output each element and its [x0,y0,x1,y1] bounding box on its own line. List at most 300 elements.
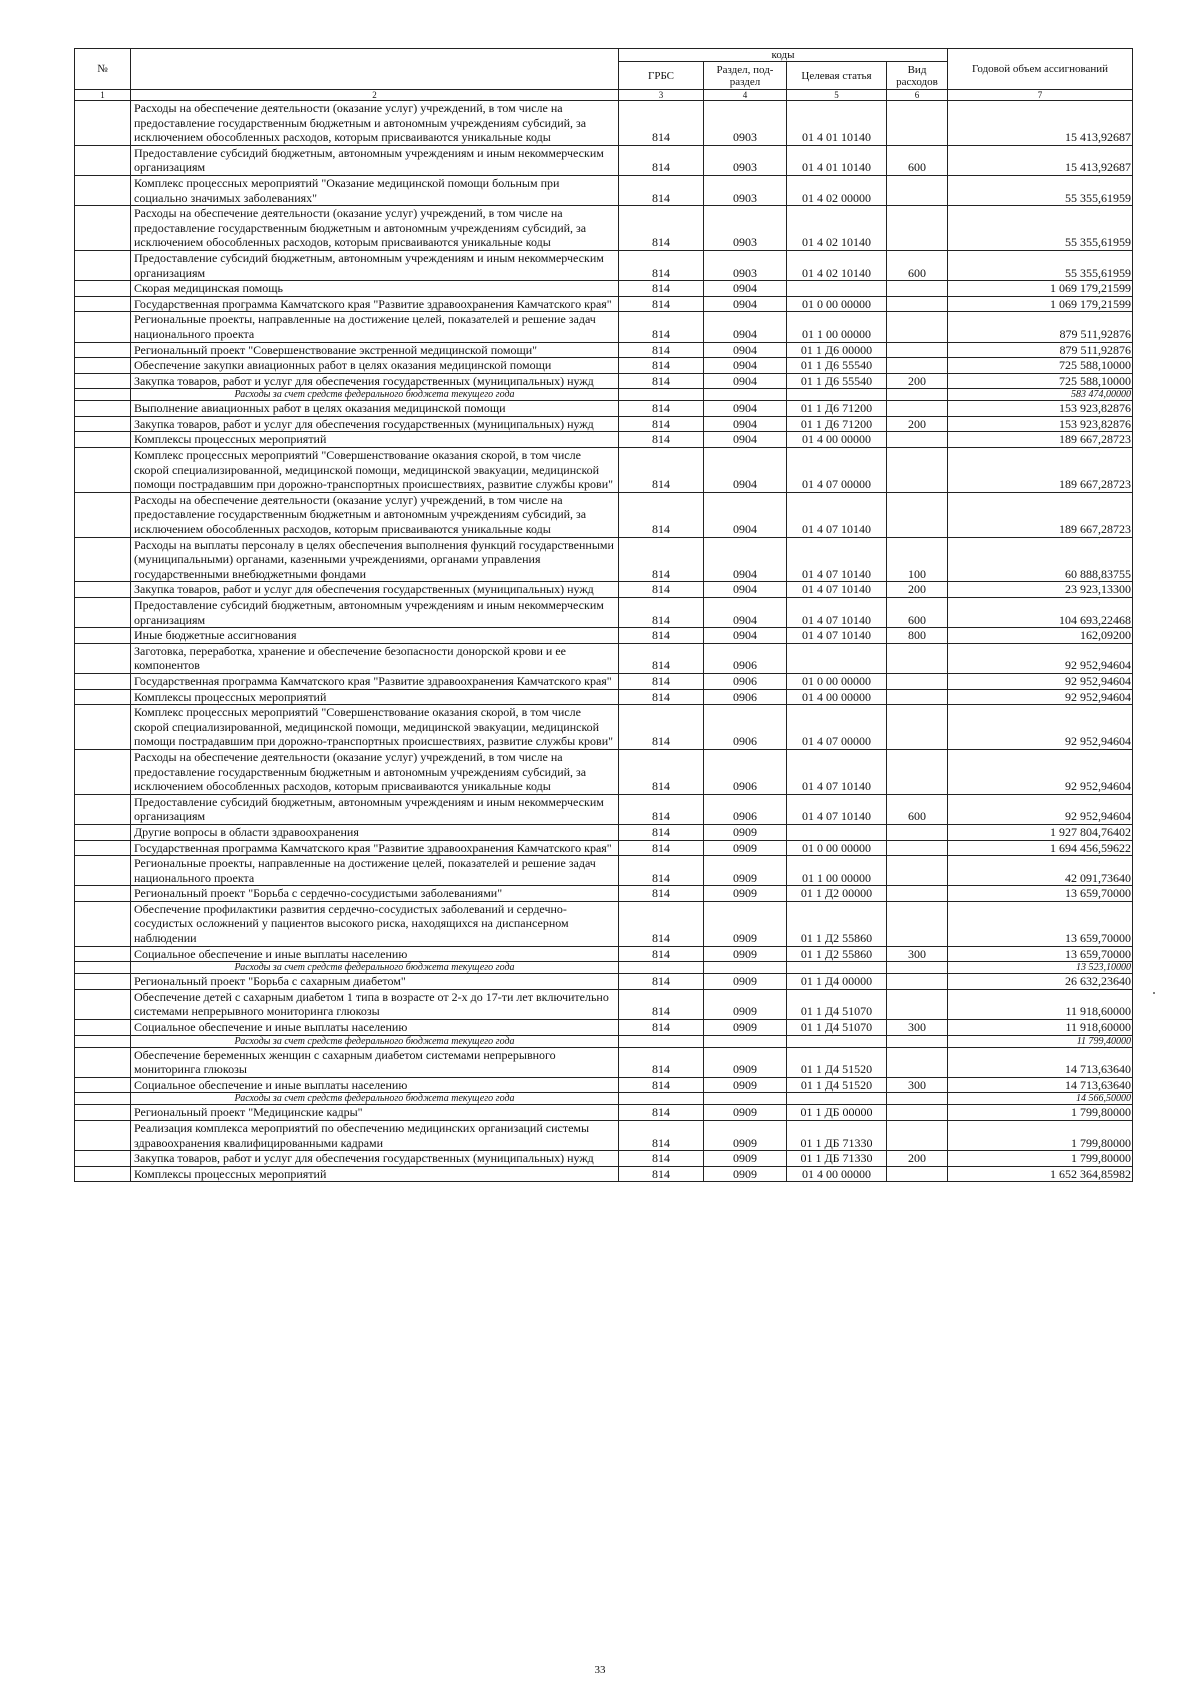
row-grbs-cell: 814 [619,886,704,902]
row-expense-type-cell [887,856,948,886]
row-grbs-cell: 814 [619,974,704,990]
column-header-name [131,49,619,90]
row-expense-type-cell [887,206,948,251]
row-amount-cell: 153 923,82876 [948,401,1133,417]
row-razdel-cell: 0906 [704,749,787,794]
row-name-cell: Расходы на обеспечение деятельности (оказание услуг) учреждений, в том числе на предоставление государственным бюджетным и автономным учреждениям субсидий, за исключением обособленных расходов, которым присваиваются уникальные коды [131,101,619,146]
row-amount-cell: 42 091,73640 [948,856,1133,886]
row-amount-cell: 11 918,60000 [948,989,1133,1019]
row-razdel-cell: 0904 [704,432,787,448]
row-name-cell: Расходы за счет средств федерального бюджета текущего года [131,1035,619,1047]
row-razdel-cell: 0904 [704,448,787,493]
row-razdel-cell: 0903 [704,250,787,280]
row-razdel-cell: 0909 [704,1151,787,1167]
table-row [75,974,1133,990]
row-amount-cell: 879 511,92876 [948,342,1133,358]
row-amount-cell: 189 667,28723 [948,492,1133,537]
table-row [75,401,1133,417]
row-number-cell [75,101,131,146]
row-target-article-cell: 01 4 01 10140 [787,101,887,146]
row-amount-cell: 92 952,94604 [948,689,1133,705]
row-name-cell: Расходы на обеспечение деятельности (оказание услуг) учреждений, в том числе на предоставление государственным бюджетным и автономным учреждениям субсидий, за исключением обособленных расходов, которым присваиваются уникальные коды [131,206,619,251]
row-grbs-cell: 814 [619,281,704,297]
row-number-cell [75,582,131,598]
column-number-1: 1 [75,90,131,101]
row-amount-cell: 725 588,10000 [948,358,1133,374]
row-number-cell [75,448,131,493]
row-grbs-cell: 814 [619,448,704,493]
row-expense-type-cell [887,1093,948,1105]
row-expense-type-cell [887,705,948,750]
row-name-cell: Закупка товаров, работ и услуг для обеспечения государственных (муниципальных) нужд [131,582,619,598]
row-expense-type-cell: 300 [887,946,948,962]
row-number-cell [75,946,131,962]
row-number-cell [75,989,131,1019]
row-razdel-cell: 0904 [704,628,787,644]
row-name-cell: Комплексы процессных мероприятий [131,689,619,705]
row-expense-type-cell: 300 [887,1077,948,1093]
row-name-cell: Обеспечение закупки авиационных работ в целях оказания медицинской помощи [131,358,619,374]
row-number-cell [75,749,131,794]
row-target-article-cell: 01 0 00 00000 [787,673,887,689]
row-razdel-cell: 0909 [704,1121,787,1151]
row-razdel-cell: 0904 [704,401,787,417]
table-row [75,448,1133,493]
row-number-cell [75,1093,131,1105]
row-target-article-cell: 01 1 Д6 00000 [787,342,887,358]
row-amount-cell: 189 667,28723 [948,448,1133,493]
table-row [75,989,1133,1019]
row-grbs-cell: 814 [619,537,704,582]
row-amount-cell: 55 355,61959 [948,206,1133,251]
table-row [75,101,1133,146]
row-expense-type-cell [887,1035,948,1047]
row-amount-cell: 1 799,80000 [948,1121,1133,1151]
row-number-cell [75,401,131,417]
row-name-cell: Заготовка, переработка, хранение и обеспечение безопасности донорской крови и ее компонентов [131,643,619,673]
row-target-article-cell: 01 4 07 00000 [787,448,887,493]
row-expense-type-cell [887,358,948,374]
row-grbs-cell: 814 [619,312,704,342]
row-expense-type-cell: 300 [887,1020,948,1036]
table-row-federal-note [75,1093,1133,1105]
row-expense-type-cell [887,749,948,794]
row-amount-cell: 15 413,92687 [948,145,1133,175]
table-row [75,1047,1133,1077]
row-expense-type-cell [887,840,948,856]
row-number-cell [75,689,131,705]
column-number-6: 6 [887,90,948,101]
row-name-cell: Другие вопросы в области здравоохранения [131,824,619,840]
row-number-cell [75,296,131,312]
row-expense-type-cell: 600 [887,598,948,628]
row-expense-type-cell [887,989,948,1019]
table-row [75,492,1133,537]
row-razdel-cell: 0906 [704,689,787,705]
row-number-cell [75,1047,131,1077]
table-row [75,1077,1133,1093]
table-body [75,101,1133,1182]
row-expense-type-cell: 200 [887,373,948,389]
row-grbs-cell: 814 [619,175,704,205]
row-grbs-cell: 814 [619,1105,704,1121]
row-target-article-cell [787,824,887,840]
row-grbs-cell: 814 [619,1077,704,1093]
row-grbs-cell: 814 [619,1151,704,1167]
row-grbs-cell: 814 [619,1121,704,1151]
row-name-cell: Региональные проекты, направленные на достижение целей, показателей и решение задач национального проекта [131,312,619,342]
row-target-article-cell: 01 4 00 00000 [787,432,887,448]
row-target-article-cell: 01 1 Д2 00000 [787,886,887,902]
row-grbs-cell: 814 [619,373,704,389]
row-target-article-cell: 01 4 02 00000 [787,175,887,205]
row-amount-cell: 92 952,94604 [948,643,1133,673]
row-number-cell [75,416,131,432]
row-target-article-cell: 01 4 02 10140 [787,206,887,251]
row-number-cell [75,1166,131,1182]
row-target-article-cell: 01 1 00 00000 [787,856,887,886]
table-row [75,312,1133,342]
row-razdel-cell: 0906 [704,794,787,824]
row-name-cell: Региональные проекты, направленные на достижение целей, показателей и решение задач национального проекта [131,856,619,886]
row-amount-cell: 1 927 804,76402 [948,824,1133,840]
table-row [75,628,1133,644]
row-expense-type-cell [887,1105,948,1121]
table-row [75,358,1133,374]
row-amount-cell: 583 474,00000 [948,389,1133,401]
row-expense-type-cell: 600 [887,794,948,824]
row-name-cell: Комплексы процессных мероприятий [131,432,619,448]
row-number-cell [75,962,131,974]
row-expense-type-cell: 800 [887,628,948,644]
row-amount-cell: 1 069 179,21599 [948,281,1133,297]
row-amount-cell: 13 523,10000 [948,962,1133,974]
row-number-cell [75,281,131,297]
row-name-cell: Региональный проект "Борьба с сахарным диабетом" [131,974,619,990]
row-name-cell: Комплекс процессных мероприятий "Совершенствование оказания скорой, в том числе скорой специализированной, медицинской помощи, медицинской эвакуации, медицинской помощи пострадавшим при дорожно-транспортных происшествиях, развитие службы крови" [131,448,619,493]
table-row [75,145,1133,175]
row-expense-type-cell [887,432,948,448]
column-header-grbs: ГРБС [619,62,704,90]
row-number-cell [75,358,131,374]
row-razdel-cell: 0904 [704,296,787,312]
row-expense-type-cell [887,689,948,705]
row-razdel-cell: 0909 [704,946,787,962]
row-number-cell [75,432,131,448]
row-grbs-cell: 814 [619,689,704,705]
row-number-cell [75,312,131,342]
row-grbs-cell [619,389,704,401]
table-row [75,1166,1133,1182]
row-grbs-cell: 814 [619,673,704,689]
row-amount-cell: 14 713,63640 [948,1047,1133,1077]
row-expense-type-cell: 600 [887,145,948,175]
column-number-4: 4 [704,90,787,101]
row-expense-type-cell: 600 [887,250,948,280]
row-target-article-cell: 01 1 ДБ 71330 [787,1121,887,1151]
column-number-7: 7 [948,90,1133,101]
row-amount-cell: 11 918,60000 [948,1020,1133,1036]
row-razdel-cell [704,962,787,974]
row-target-article-cell: 01 4 00 00000 [787,1166,887,1182]
row-expense-type-cell [887,673,948,689]
table-row [75,342,1133,358]
row-target-article-cell: 01 4 02 10140 [787,250,887,280]
page-number: 33 [594,1664,606,1676]
column-number-5: 5 [787,90,887,101]
row-target-article-cell [787,643,887,673]
row-expense-type-cell [887,1047,948,1077]
row-grbs-cell: 814 [619,824,704,840]
scan-speck [1153,992,1155,994]
table-row [75,901,1133,946]
row-razdel-cell: 0903 [704,145,787,175]
table-row [75,416,1133,432]
row-razdel-cell: 0906 [704,643,787,673]
row-grbs-cell: 814 [619,946,704,962]
row-target-article-cell: 01 1 Д4 51070 [787,989,887,1019]
row-grbs-cell: 814 [619,628,704,644]
row-expense-type-cell [887,448,948,493]
row-number-cell [75,1121,131,1151]
row-razdel-cell: 0909 [704,824,787,840]
row-name-cell: Социальное обеспечение и иные выплаты населению [131,1077,619,1093]
table-row [75,749,1133,794]
row-number-cell [75,901,131,946]
row-expense-type-cell: 200 [887,1151,948,1167]
table-row [75,296,1133,312]
row-razdel-cell: 0904 [704,342,787,358]
row-target-article-cell: 01 4 07 10140 [787,749,887,794]
row-target-article-cell: 01 1 Д4 51070 [787,1020,887,1036]
row-number-cell [75,250,131,280]
row-number-cell [75,206,131,251]
row-target-article-cell: 01 4 01 10140 [787,145,887,175]
row-target-article-cell: 01 1 Д6 71200 [787,416,887,432]
row-razdel-cell: 0909 [704,886,787,902]
table-row [75,840,1133,856]
row-target-article-cell: 01 4 07 10140 [787,492,887,537]
row-target-article-cell: 01 4 07 10140 [787,794,887,824]
row-number-cell [75,840,131,856]
row-number-cell [75,1105,131,1121]
row-amount-cell: 13 659,70000 [948,901,1133,946]
row-razdel-cell: 0909 [704,1077,787,1093]
row-amount-cell: 92 952,94604 [948,749,1133,794]
row-razdel-cell: 0903 [704,175,787,205]
table-row [75,1020,1133,1036]
row-amount-cell: 189 667,28723 [948,432,1133,448]
row-target-article-cell: 01 4 07 10140 [787,582,887,598]
table-row [75,946,1133,962]
row-grbs-cell: 814 [619,1047,704,1077]
row-expense-type-cell [887,886,948,902]
row-name-cell: Расходы на обеспечение деятельности (оказание услуг) учреждений, в том числе на предоставление государственным бюджетным и автономным учреждениям субсидий, за исключением обособленных расходов, которым присваиваются уникальные коды [131,749,619,794]
row-razdel-cell: 0904 [704,373,787,389]
row-target-article-cell [787,389,887,401]
row-grbs-cell: 814 [619,492,704,537]
row-target-article-cell [787,281,887,297]
table-row [75,886,1133,902]
row-razdel-cell: 0906 [704,673,787,689]
row-grbs-cell: 814 [619,342,704,358]
row-razdel-cell: 0909 [704,1105,787,1121]
row-number-cell [75,175,131,205]
table-row [75,598,1133,628]
table-row [75,206,1133,251]
table-row-federal-note [75,1035,1133,1047]
row-name-cell: Государственная программа Камчатского края "Развитие здравоохранения Камчатского края" [131,840,619,856]
row-razdel-cell: 0904 [704,492,787,537]
row-amount-cell: 14 566,50000 [948,1093,1133,1105]
column-number-2: 2 [131,90,619,101]
row-amount-cell: 1 694 456,59622 [948,840,1133,856]
row-amount-cell: 92 952,94604 [948,705,1133,750]
column-header-celevaya: Целевая статья [787,62,887,90]
column-header-number: № [75,49,131,90]
row-expense-type-cell [887,643,948,673]
row-amount-cell: 92 952,94604 [948,794,1133,824]
row-target-article-cell: 01 1 Д6 55540 [787,373,887,389]
row-expense-type-cell [887,296,948,312]
row-target-article-cell: 01 1 Д2 55860 [787,946,887,962]
row-amount-cell: 26 632,23640 [948,974,1133,990]
table-row [75,705,1133,750]
table-row [75,643,1133,673]
row-name-cell: Государственная программа Камчатского края "Развитие здравоохранения Камчатского края" [131,673,619,689]
row-razdel-cell [704,389,787,401]
row-amount-cell: 60 888,83755 [948,537,1133,582]
row-amount-cell: 1 799,80000 [948,1151,1133,1167]
row-razdel-cell: 0909 [704,1166,787,1182]
row-expense-type-cell [887,1121,948,1151]
row-target-article-cell: 01 1 Д4 00000 [787,974,887,990]
table-row [75,1151,1133,1167]
row-razdel-cell: 0909 [704,989,787,1019]
row-number-cell [75,856,131,886]
row-razdel-cell: 0904 [704,582,787,598]
row-grbs-cell: 814 [619,989,704,1019]
row-amount-cell: 55 355,61959 [948,175,1133,205]
row-grbs-cell: 814 [619,296,704,312]
row-grbs-cell: 814 [619,101,704,146]
row-number-cell [75,1035,131,1047]
table-row [75,824,1133,840]
row-grbs-cell: 814 [619,1166,704,1182]
row-name-cell: Социальное обеспечение и иные выплаты населению [131,1020,619,1036]
row-target-article-cell: 01 1 Д4 51520 [787,1077,887,1093]
row-name-cell: Закупка товаров, работ и услуг для обеспечения государственных (муниципальных) нужд [131,373,619,389]
row-number-cell [75,643,131,673]
row-expense-type-cell [887,175,948,205]
row-target-article-cell: 01 4 07 10140 [787,598,887,628]
row-number-cell [75,598,131,628]
table-row [75,794,1133,824]
row-amount-cell: 13 659,70000 [948,886,1133,902]
row-target-article-cell: 01 1 Д6 55540 [787,358,887,374]
row-number-cell [75,1020,131,1036]
row-name-cell: Социальное обеспечение и иные выплаты населению [131,946,619,962]
row-number-cell [75,705,131,750]
row-expense-type-cell [887,962,948,974]
row-target-article-cell: 01 4 07 10140 [787,628,887,644]
row-amount-cell: 162,09200 [948,628,1133,644]
row-amount-cell: 725 588,10000 [948,373,1133,389]
row-razdel-cell: 0904 [704,358,787,374]
row-target-article-cell [787,1093,887,1105]
table-row [75,281,1133,297]
row-razdel-cell: 0909 [704,901,787,946]
row-expense-type-cell [887,974,948,990]
row-razdel-cell: 0903 [704,101,787,146]
row-grbs-cell: 814 [619,598,704,628]
row-grbs-cell: 814 [619,582,704,598]
row-grbs-cell [619,962,704,974]
row-expense-type-cell [887,101,948,146]
row-grbs-cell: 814 [619,643,704,673]
row-expense-type-cell [887,342,948,358]
row-grbs-cell: 814 [619,794,704,824]
row-target-article-cell: 01 1 Д4 51520 [787,1047,887,1077]
row-number-cell [75,628,131,644]
table-row [75,1105,1133,1121]
row-name-cell: Закупка товаров, работ и услуг для обеспечения государственных (муниципальных) нужд [131,416,619,432]
row-name-cell: Предоставление субсидий бюджетным, автономным учреждениям и иным некоммерческим организациям [131,250,619,280]
row-name-cell: Региональный проект "Медицинские кадры" [131,1105,619,1121]
row-target-article-cell [787,1035,887,1047]
row-razdel-cell: 0904 [704,281,787,297]
table-row [75,1121,1133,1151]
row-number-cell [75,1077,131,1093]
column-header-razdel: Раздел, под-раздел [704,62,787,90]
row-grbs-cell: 814 [619,401,704,417]
row-expense-type-cell: 200 [887,416,948,432]
row-amount-cell: 92 952,94604 [948,673,1133,689]
row-name-cell: Обеспечение профилактики развития сердечно-сосудистых заболеваний и сердечно-сосудистых осложнений у пациентов высокого риска, находящихся на диспансерном наблюдении [131,901,619,946]
row-target-article-cell: 01 1 ДБ 00000 [787,1105,887,1121]
table-row [75,856,1133,886]
row-number-cell [75,492,131,537]
row-number-cell [75,537,131,582]
row-grbs-cell: 814 [619,1020,704,1036]
row-name-cell: Расходы за счет средств федерального бюджета текущего года [131,962,619,974]
row-target-article-cell: 01 0 00 00000 [787,840,887,856]
row-target-article-cell [787,962,887,974]
row-target-article-cell: 01 4 07 10140 [787,537,887,582]
row-name-cell: Расходы на выплаты персоналу в целях обеспечения выполнения функций государственными (муниципальными) органами, казенными учреждениями, органами управления государственными внебюджетными фондами [131,537,619,582]
row-name-cell: Обеспечение беременных женщин с сахарным диабетом системами непрерывного мониторинга глюкозы [131,1047,619,1077]
row-grbs-cell [619,1093,704,1105]
row-target-article-cell: 01 1 Д6 71200 [787,401,887,417]
row-grbs-cell: 814 [619,250,704,280]
row-name-cell: Расходы на обеспечение деятельности (оказание услуг) учреждений, в том числе на предоставление государственным бюджетным и автономным учреждениям субсидий, за исключением обособленных расходов, которым присваиваются уникальные коды [131,492,619,537]
row-expense-type-cell [887,824,948,840]
row-razdel-cell: 0906 [704,705,787,750]
row-amount-cell: 104 693,22468 [948,598,1133,628]
row-expense-type-cell [887,901,948,946]
table-row [75,373,1133,389]
row-razdel-cell: 0909 [704,974,787,990]
row-name-cell: Комплексы процессных мероприятий [131,1166,619,1182]
row-name-cell: Иные бюджетные ассигнования [131,628,619,644]
row-number-cell [75,974,131,990]
row-grbs-cell: 814 [619,749,704,794]
row-name-cell: Предоставление субсидий бюджетным, автономным учреждениям и иным некоммерческим организациям [131,598,619,628]
row-expense-type-cell [887,401,948,417]
row-name-cell: Реализация комплекса мероприятий по обеспечению медицинских организаций системы здравоохранения квалифицированными кадрами [131,1121,619,1151]
row-grbs-cell: 814 [619,416,704,432]
row-grbs-cell: 814 [619,901,704,946]
